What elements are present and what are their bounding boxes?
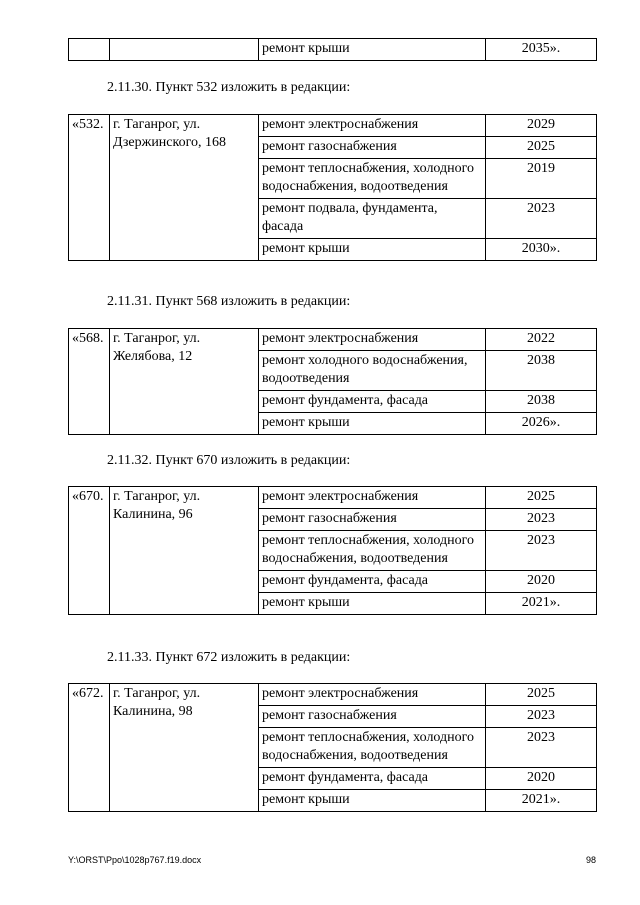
work-type-cell: ремонт крыши <box>259 239 486 261</box>
year-cell: 2020 <box>486 768 597 790</box>
work-type-cell: ремонт холодного водоснабжения, водоотведения <box>259 351 486 391</box>
address-cell: г. Таганрог, ул. Калинина, 96 <box>110 487 259 615</box>
address-cell <box>110 39 259 61</box>
year-cell: 2023 <box>486 531 597 571</box>
section-table <box>68 328 597 435</box>
item-number-cell <box>69 39 110 61</box>
year-cell: 2020 <box>486 571 597 593</box>
year-cell: 2021». <box>486 790 597 812</box>
work-type-cell: ремонт крыши <box>259 413 486 435</box>
year-cell: 2019 <box>486 159 597 199</box>
table-row <box>69 487 597 509</box>
work-type-cell: ремонт газоснабжения <box>259 137 486 159</box>
year-cell: 2030». <box>486 239 597 261</box>
year-cell: 2023 <box>486 728 597 768</box>
continuation-table <box>68 38 597 61</box>
year-cell: 2023 <box>486 509 597 531</box>
year-cell: 2029 <box>486 115 597 137</box>
address-cell: г. Таганрог, ул. Дзержинского, 168 <box>110 115 259 261</box>
section-table <box>68 683 597 812</box>
item-number-cell: «670. <box>69 487 110 615</box>
work-type-cell: ремонт теплоснабжения, холодного водоснабжения, водоотведения <box>259 159 486 199</box>
year-cell: 2022 <box>486 329 597 351</box>
address-cell: г. Таганрог, ул. Желябова, 12 <box>110 329 259 435</box>
work-type-cell: ремонт фундамента, фасада <box>259 571 486 593</box>
footer-page-number: 98 <box>585 855 596 865</box>
year-cell: 2023 <box>486 199 597 239</box>
year-cell: 2038 <box>486 351 597 391</box>
work-type-cell: ремонт фундамента, фасада <box>259 391 486 413</box>
year-cell: 2025 <box>486 487 597 509</box>
work-type-cell: ремонт теплоснабжения, холодного водоснабжения, водоотведения <box>259 531 486 571</box>
work-type-cell: ремонт фундамента, фасада <box>259 768 486 790</box>
year-cell: 2035». <box>486 39 597 61</box>
section-heading: 2.11.32. Пункт 670 изложить в редакции: <box>107 453 351 468</box>
work-type-cell: ремонт подвала, фундамента, фасада <box>259 199 486 239</box>
table-row <box>69 684 597 706</box>
work-type-cell: ремонт электроснабжения <box>259 329 486 351</box>
year-cell: 2026». <box>486 413 597 435</box>
table-row <box>69 39 597 61</box>
item-number-cell: «568. <box>69 329 110 435</box>
year-cell: 2025 <box>486 684 597 706</box>
table-row <box>69 329 597 351</box>
year-cell: 2023 <box>486 706 597 728</box>
section-heading: 2.11.33. Пункт 672 изложить в редакции: <box>107 650 351 665</box>
work-type-cell: ремонт крыши <box>259 593 486 615</box>
address-cell: г. Таганрог, ул. Калинина, 98 <box>110 684 259 812</box>
section-table <box>68 486 597 615</box>
section-table <box>68 114 597 261</box>
item-number-cell: «672. <box>69 684 110 812</box>
footer-file-path: Y:\ORST\Ppo\1028p767.f19.docx <box>68 855 202 865</box>
work-type-cell: ремонт электроснабжения <box>259 684 486 706</box>
work-type-cell: ремонт газоснабжения <box>259 706 486 728</box>
work-type-cell: ремонт крыши <box>259 39 486 61</box>
work-type-cell: ремонт электроснабжения <box>259 115 486 137</box>
year-cell: 2038 <box>486 391 597 413</box>
work-type-cell: ремонт газоснабжения <box>259 509 486 531</box>
work-type-cell: ремонт электроснабжения <box>259 487 486 509</box>
work-type-cell: ремонт теплоснабжения, холодного водоснабжения, водоотведения <box>259 728 486 768</box>
work-type-cell: ремонт крыши <box>259 790 486 812</box>
item-number-cell: «532. <box>69 115 110 261</box>
section-heading: 2.11.31. Пункт 568 изложить в редакции: <box>107 294 351 309</box>
year-cell: 2025 <box>486 137 597 159</box>
year-cell: 2021». <box>486 593 597 615</box>
table-row <box>69 115 597 137</box>
section-heading: 2.11.30. Пункт 532 изложить в редакции: <box>107 80 351 95</box>
